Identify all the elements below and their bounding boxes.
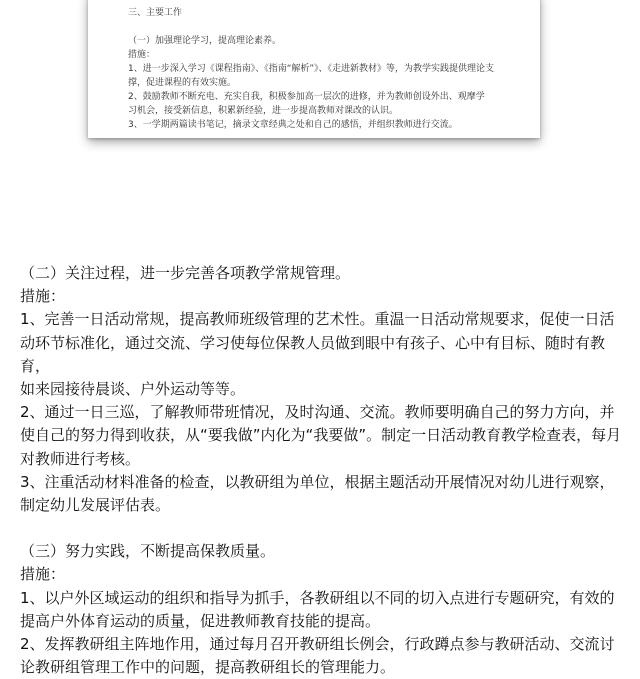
document-body [20,262,624,679]
document-page-thumbnail [88,0,540,138]
thumbnail-line: 撑，促进课程的有效实施。 [128,78,237,88]
body-line: 使自己的努力得到收获，从“要我做”内化为“我要做”。制定一日活动教育教学检查表，每月 [20,426,622,445]
thumbnail-line: 3、一学期两篇读书笔记，摘录文章经典之处和自己的感悟，并组织教师进行交流。 [128,120,458,130]
body-line: 制定幼儿发展评估表。 [20,496,171,515]
body-line: 1、完善一日活动常规，提高教师班级管理的艺术性。重温一日活动常规要求，促使一日活 [20,310,615,329]
body-line: 动环节标准化，通过交流、学习使每位保教人员做到眼中有孩子、心中有目标、随时有教育， [20,333,606,375]
section-heading: （二）关注过程，进一步完善各项教学常规管理。 [20,264,351,282]
body-line: 1、以户外区域运动的组织和指导为抓手，各教研组以不同的切入点进行专题研究，有效的 [20,588,615,607]
paragraph-gap [20,517,624,540]
thumbnail-section-heading: 三、主要工作 [128,8,183,18]
body-line: 2、发挥教研组主阵地作用，通过每月召开教研组长例会，行政蹲点参与教研活动、交流讨 [20,635,615,654]
body-line: 论教研组管理工作中的问题，提高教研组长的管理能力。 [20,658,396,677]
thumbnail-line: 措施： [128,50,156,60]
measures-label: 措施： [20,287,66,306]
measures-label: 措施： [20,565,66,584]
body-line: 提高户外体育运动的质量，促进教师教育技能的提高。 [20,611,381,630]
thumbnail-line: 2、鼓励教师不断充电、充实自我，积极参加高一层次的进修，并为教师创设外出、观摩学 [128,92,485,102]
thumbnail-content [128,6,528,132]
thumbnail-line: 1、进一步深入学习《课程指南》、《指南“解析”》、《走进新教材》等，为教学实践提供理论支 [128,64,495,74]
thumbnail-line: 习机会，接受新信息，积累新经验，进一步提高教师对课改的认识。 [128,106,399,116]
section-heading: （三）努力实践，不断提高保教质量。 [20,542,276,561]
body-line: 3、注重活动材料准备的检查，以教研组为单位，根据主题活动开展情况对幼儿进行观察， [20,472,615,491]
thumbnail-line: （一）加强理论学习，提高理论素养。 [128,36,282,46]
body-line: 2、通过一日三巡，了解教师带班情况，及时沟通、交流。教师要明确自己的努力方向，并 [20,403,615,422]
body-line: 如来园接待晨谈、户外运动等等。 [20,380,246,399]
body-line: 对教师进行考核。 [20,449,141,468]
